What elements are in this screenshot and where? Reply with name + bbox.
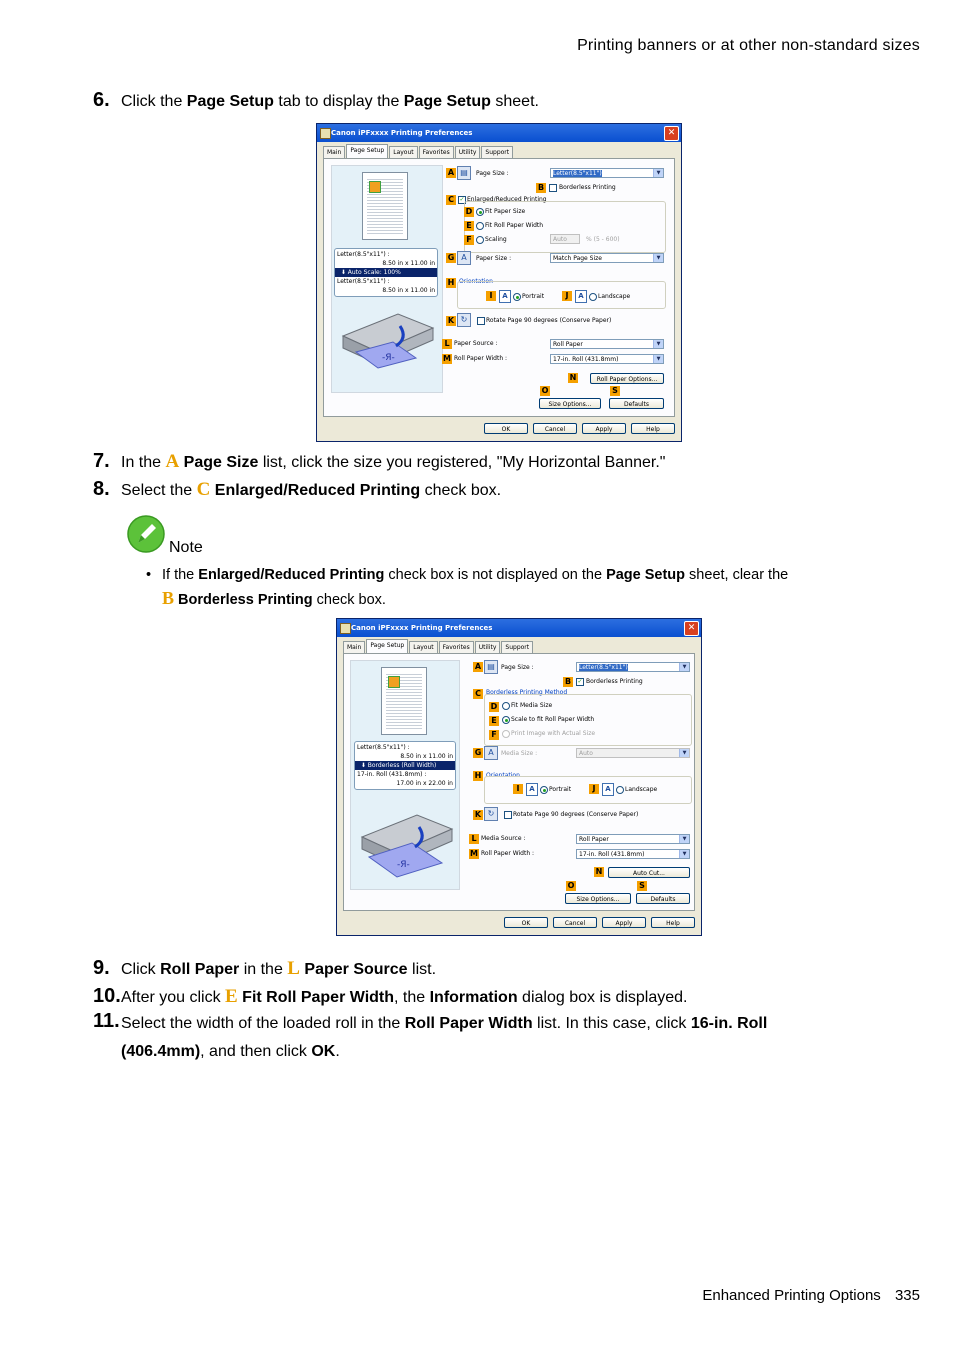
label-b: B	[564, 677, 572, 686]
note-bold: Enlarged/Reduced Printing	[198, 567, 385, 583]
chevron-down-icon: ▼	[679, 663, 689, 671]
step-text: Click	[121, 961, 161, 978]
chevron-down-icon: ▼	[653, 355, 663, 363]
apply-button[interactable]: Apply	[602, 917, 646, 928]
roll-width-combo[interactable]	[550, 354, 664, 364]
label-d: D	[490, 702, 498, 711]
label-a: A	[447, 168, 455, 177]
bullet-dot: •	[146, 567, 152, 583]
label-f: F	[464, 235, 474, 245]
step-number: 8.	[93, 478, 110, 500]
paper-source-label: Paper Source :	[454, 340, 498, 347]
combo-value: Roll Paper	[553, 341, 583, 348]
combo-value: Letter(8.5"x11")	[553, 170, 602, 177]
step-bold: OK	[311, 1043, 336, 1060]
printer-app-icon	[320, 128, 331, 139]
scaling-radio[interactable]	[476, 236, 484, 244]
page-setup-panel	[343, 653, 695, 911]
note-pencil-icon	[126, 514, 166, 554]
chevron-down-icon: ▼	[653, 340, 663, 348]
label-i: I	[513, 784, 523, 794]
step-bold: Page Setup	[186, 93, 274, 110]
note-text-part: check box.	[312, 592, 386, 608]
step-bold: Paper Source	[304, 961, 408, 978]
step-text: check box.	[420, 482, 502, 499]
page-number: 335	[894, 1287, 920, 1304]
label-i: I	[486, 291, 496, 301]
tab-utility[interactable]: Utility	[475, 641, 501, 653]
label-c: C	[473, 689, 483, 699]
printing-preferences-dialog-1	[316, 123, 682, 442]
rotate-icon: ↻	[457, 313, 471, 327]
step-text: list.	[407, 961, 437, 978]
landscape-label: Landscape	[625, 786, 658, 793]
step-text: sheet.	[490, 93, 539, 110]
callout-letter: E	[225, 986, 238, 1007]
ok-button[interactable]: OK	[504, 917, 548, 928]
landscape-icon: A	[575, 290, 587, 303]
preview-area	[331, 165, 443, 393]
callout-letter: C	[196, 479, 211, 500]
method-heading: Borderless Printing Method	[486, 689, 568, 696]
info-line: 8.50 in x 11.00 in	[382, 287, 435, 294]
rotate-label: Rotate Page 90 degrees (Conserve Paper)	[513, 811, 639, 818]
rotate-label: Rotate Page 90 degrees (Conserve Paper)	[486, 317, 612, 324]
info-highlight: ⬇ Auto Scale: 100%	[335, 268, 437, 277]
step-bold: Fit Roll Paper Width	[242, 989, 395, 1006]
step-bold: Enlarged/Reduced Printing	[214, 482, 421, 499]
orientation-heading: Orientation	[486, 772, 520, 779]
callout-letter: A	[165, 451, 180, 472]
step-9	[93, 957, 436, 981]
media-size-icon: A	[484, 746, 498, 760]
dialog-button-bar	[317, 417, 681, 441]
dialog-title-bar	[337, 619, 701, 637]
label-l: L	[442, 339, 452, 349]
page-size-icon: ▤	[484, 660, 498, 674]
scaling-input[interactable]	[550, 234, 580, 244]
callout-letter: B	[162, 588, 175, 608]
label-h: H	[447, 278, 455, 287]
size-options-button[interactable]: Size Options...	[565, 893, 631, 904]
label-a: A	[474, 662, 482, 671]
scale-roll-radio[interactable]	[502, 716, 510, 724]
page-size-combo[interactable]	[576, 662, 690, 672]
label-l: L	[469, 834, 479, 844]
info-line: Borderless (Roll Width)	[367, 762, 437, 769]
step-bold: 16-in. Roll	[690, 1015, 768, 1032]
dialog-title-bar	[317, 124, 681, 142]
chevron-down-icon: ▼	[653, 254, 663, 262]
help-button[interactable]: Help	[631, 423, 675, 434]
note-bullet	[146, 564, 866, 612]
scaling-label: Scaling	[485, 236, 507, 243]
scale-roll-label: Scale to fit Roll Paper Width	[511, 716, 595, 723]
dialog-button-bar	[337, 911, 701, 935]
note-bold: Borderless Printing	[178, 592, 313, 608]
label-m: M	[470, 849, 478, 858]
paper-source-combo[interactable]	[550, 339, 664, 349]
size-options-button[interactable]: Size Options...	[539, 398, 601, 409]
svg-text:-Я-: -Я-	[382, 353, 395, 363]
print-actual-radio[interactable]	[502, 730, 510, 738]
tab-layout[interactable]: Layout	[389, 146, 417, 158]
label-g: G	[474, 748, 482, 757]
preview-area	[350, 660, 460, 890]
info-line: 8.50 in x 11.00 in	[400, 753, 453, 760]
label-g: G	[447, 253, 455, 262]
enlarged-checkbox[interactable]: ✓	[459, 196, 465, 203]
step-text: Click the	[121, 93, 187, 110]
portrait-label: Portrait	[522, 293, 545, 300]
step-text: list, click the size you registered, "My Horizontal Banner."	[258, 454, 666, 471]
tab-strip	[323, 146, 514, 158]
tab-favorites[interactable]: Favorites	[419, 146, 454, 158]
step-bold: Page Setup	[403, 93, 491, 110]
step-bold: Roll Paper Width	[404, 1015, 533, 1032]
combo-value: Letter(8.5"x11")	[579, 664, 628, 671]
label-k: K	[447, 316, 455, 325]
tab-strip	[343, 641, 534, 653]
note-label: Note	[169, 539, 203, 556]
chevron-down-icon: ▼	[679, 835, 689, 843]
note-text	[162, 564, 866, 612]
tab-utility[interactable]: Utility	[455, 146, 481, 158]
combo-value: 17-in. Roll (431.8mm)	[553, 356, 619, 363]
label-b: B	[537, 183, 545, 192]
step-bold: Information	[429, 989, 518, 1006]
fit-media-radio[interactable]	[502, 702, 510, 710]
page-size-label: Page Size :	[501, 664, 534, 671]
roll-paper-options-button[interactable]: Roll Paper Options...	[590, 373, 664, 384]
enlarged-label: Enlarged/Reduced Printing	[467, 196, 547, 203]
info-line: Auto Scale: 100%	[347, 269, 401, 276]
label-h: H	[474, 771, 482, 780]
chevron-down-icon: ▼	[679, 749, 689, 757]
portrait-radio[interactable]	[540, 786, 548, 794]
note-text-part: sheet, clear the	[685, 567, 789, 583]
media-size-combo[interactable]	[576, 748, 690, 758]
borderless-label: Borderless Printing	[559, 184, 616, 191]
tab-support[interactable]: Support	[501, 641, 533, 653]
tab-layout[interactable]: Layout	[409, 641, 437, 653]
portrait-label: Portrait	[549, 786, 572, 793]
fit-paper-label: Fit Paper Size	[485, 208, 526, 215]
label-n: N	[595, 867, 603, 876]
chevron-down-icon: ▼	[653, 169, 663, 177]
step-text: dialog box is displayed.	[517, 989, 688, 1006]
close-icon[interactable]: ✕	[684, 621, 699, 636]
svg-text:-Я-: -Я-	[397, 860, 410, 870]
note-text-part: If the	[162, 567, 199, 583]
label-n: N	[569, 373, 577, 382]
rotate-checkbox[interactable]	[477, 317, 485, 325]
roll-width-label: Roll Paper Width :	[454, 355, 508, 362]
combo-value: Match Page Size	[553, 255, 602, 262]
step-10	[93, 985, 688, 1009]
tab-main[interactable]: Main	[323, 146, 345, 158]
step-text: In the	[121, 454, 166, 471]
step-text: Select the width of the loaded roll in the	[121, 1015, 405, 1032]
cancel-button[interactable]: Cancel	[553, 917, 597, 928]
page-size-combo[interactable]	[550, 168, 664, 178]
info-line: Letter(8.5"x11") :	[337, 278, 390, 285]
dialog-title: Canon iPFxxxx Printing Preferences	[351, 624, 493, 632]
scaling-value: Auto	[553, 236, 567, 243]
step-text: in the	[239, 961, 288, 978]
info-line: 17-in. Roll (431.8mm) :	[357, 771, 427, 778]
paper-size-combo[interactable]	[550, 253, 664, 263]
info-line: Letter(8.5"x11") :	[357, 744, 410, 751]
step-text: list. In this case, click	[532, 1015, 691, 1032]
step-bold: (406.4mm)	[121, 1043, 201, 1060]
borderless-label: Borderless Printing	[586, 678, 643, 685]
step-text-block	[121, 1010, 873, 1066]
tab-support[interactable]: Support	[481, 146, 513, 158]
portrait-icon: A	[499, 290, 511, 303]
page-setup-panel	[323, 158, 675, 417]
label-m: M	[443, 354, 451, 363]
step-text: Select the	[121, 482, 197, 499]
paper-info-box	[354, 741, 456, 790]
page-preview	[381, 667, 427, 735]
step-8	[93, 478, 501, 502]
label-e: E	[489, 716, 499, 726]
tab-main[interactable]: Main	[343, 641, 365, 653]
portrait-radio[interactable]	[513, 293, 521, 301]
fit-roll-label: Fit Roll Paper Width	[485, 222, 544, 229]
step-number: 9.	[93, 957, 110, 979]
info-line: Letter(8.5"x11") :	[337, 251, 390, 258]
step-number: 10.	[93, 985, 121, 1007]
step-bold: Roll Paper	[160, 961, 240, 978]
combo-value: Roll Paper	[579, 836, 609, 843]
landscape-radio[interactable]	[589, 293, 597, 301]
step-6	[93, 89, 539, 113]
printer-illustration	[338, 306, 438, 371]
rotate-icon: ↻	[484, 807, 498, 821]
step-7	[93, 450, 665, 474]
roll-width-label: Roll Paper Width :	[481, 850, 535, 857]
cancel-button[interactable]: Cancel	[533, 423, 577, 434]
step-number: 6.	[93, 89, 110, 111]
close-icon[interactable]: ✕	[664, 126, 679, 141]
fit-paper-radio[interactable]	[476, 208, 484, 216]
tab-favorites[interactable]: Favorites	[439, 641, 474, 653]
step-number: 7.	[93, 450, 110, 472]
ok-button[interactable]: OK	[484, 423, 528, 434]
apply-button[interactable]: Apply	[582, 423, 626, 434]
info-line: 8.50 in x 11.00 in	[382, 260, 435, 267]
orientation-heading: Orientation	[459, 278, 493, 285]
combo-value: Auto	[579, 750, 593, 757]
borderless-checkbox[interactable]: ✓	[577, 678, 583, 685]
media-source-label: Media Source :	[481, 835, 526, 842]
step-text: , and then click	[200, 1043, 312, 1060]
paper-size-label: Paper Size :	[476, 255, 512, 262]
paper-info-box	[334, 248, 438, 297]
step-11	[93, 1010, 873, 1066]
label-s: S	[610, 386, 620, 396]
step-text: After you click	[121, 989, 226, 1006]
landscape-radio[interactable]	[616, 786, 624, 794]
borderless-checkbox[interactable]	[549, 184, 557, 192]
note-bold: Page Setup	[606, 567, 686, 583]
label-o: O	[567, 881, 575, 890]
media-size-label: Media Size :	[501, 750, 538, 757]
page-preview	[362, 172, 408, 240]
defaults-button[interactable]: Defaults	[636, 893, 690, 904]
label-c: C	[446, 195, 456, 205]
print-actual-label: Print Image with Actual Size	[511, 730, 596, 737]
printer-illustration	[357, 807, 457, 879]
page-size-label: Page Size :	[476, 170, 509, 177]
landscape-icon: A	[602, 783, 614, 796]
info-line: 17.00 in x 22.00 in	[396, 780, 453, 787]
paper-size-icon: A	[457, 251, 471, 265]
step-number: 11.	[93, 1010, 120, 1032]
step-bold: Page Size	[183, 454, 259, 471]
step-text: tab to display the	[273, 93, 404, 110]
label-f: F	[489, 730, 499, 740]
label-j: J	[589, 784, 599, 794]
tab-page-setup[interactable]: Page Setup	[346, 144, 388, 159]
help-button[interactable]: Help	[651, 917, 695, 928]
footer-section: Enhanced Printing Options	[702, 1287, 881, 1304]
step-text: , the	[394, 989, 430, 1006]
portrait-icon: A	[526, 783, 538, 796]
label-s: S	[637, 881, 647, 891]
page-footer	[692, 1287, 920, 1304]
label-o: O	[541, 386, 549, 395]
dialog-title: Canon iPFxxxx Printing Preferences	[331, 129, 473, 137]
label-k: K	[474, 810, 482, 819]
fit-roll-radio[interactable]	[476, 222, 484, 230]
label-d: D	[465, 207, 473, 216]
page-size-icon: ▤	[457, 166, 471, 180]
label-j: J	[562, 291, 572, 301]
callout-letter: L	[287, 958, 300, 979]
media-source-combo[interactable]	[576, 834, 690, 844]
printing-preferences-dialog-2	[336, 618, 702, 936]
landscape-label: Landscape	[598, 293, 631, 300]
page-header: Printing banners or at other non-standard sizes	[577, 37, 920, 54]
auto-cut-button[interactable]: Auto Cut...	[608, 867, 690, 878]
info-highlight: ⬇ Borderless (Roll Width)	[355, 761, 455, 770]
rotate-checkbox[interactable]	[504, 811, 512, 819]
combo-value: 17-in. Roll (431.8mm)	[579, 851, 645, 858]
scaling-range: % (5 - 600)	[586, 236, 620, 243]
step-text: .	[335, 1043, 340, 1060]
fit-media-label: Fit Media Size	[511, 702, 553, 709]
chevron-down-icon: ▼	[679, 850, 689, 858]
printer-app-icon	[340, 623, 351, 634]
label-e: E	[464, 221, 474, 231]
defaults-button[interactable]: Defaults	[609, 398, 664, 409]
tab-page-setup[interactable]: Page Setup	[366, 639, 408, 654]
roll-width-combo[interactable]	[576, 849, 690, 859]
note-text-part: check box is not displayed on the	[384, 567, 607, 583]
